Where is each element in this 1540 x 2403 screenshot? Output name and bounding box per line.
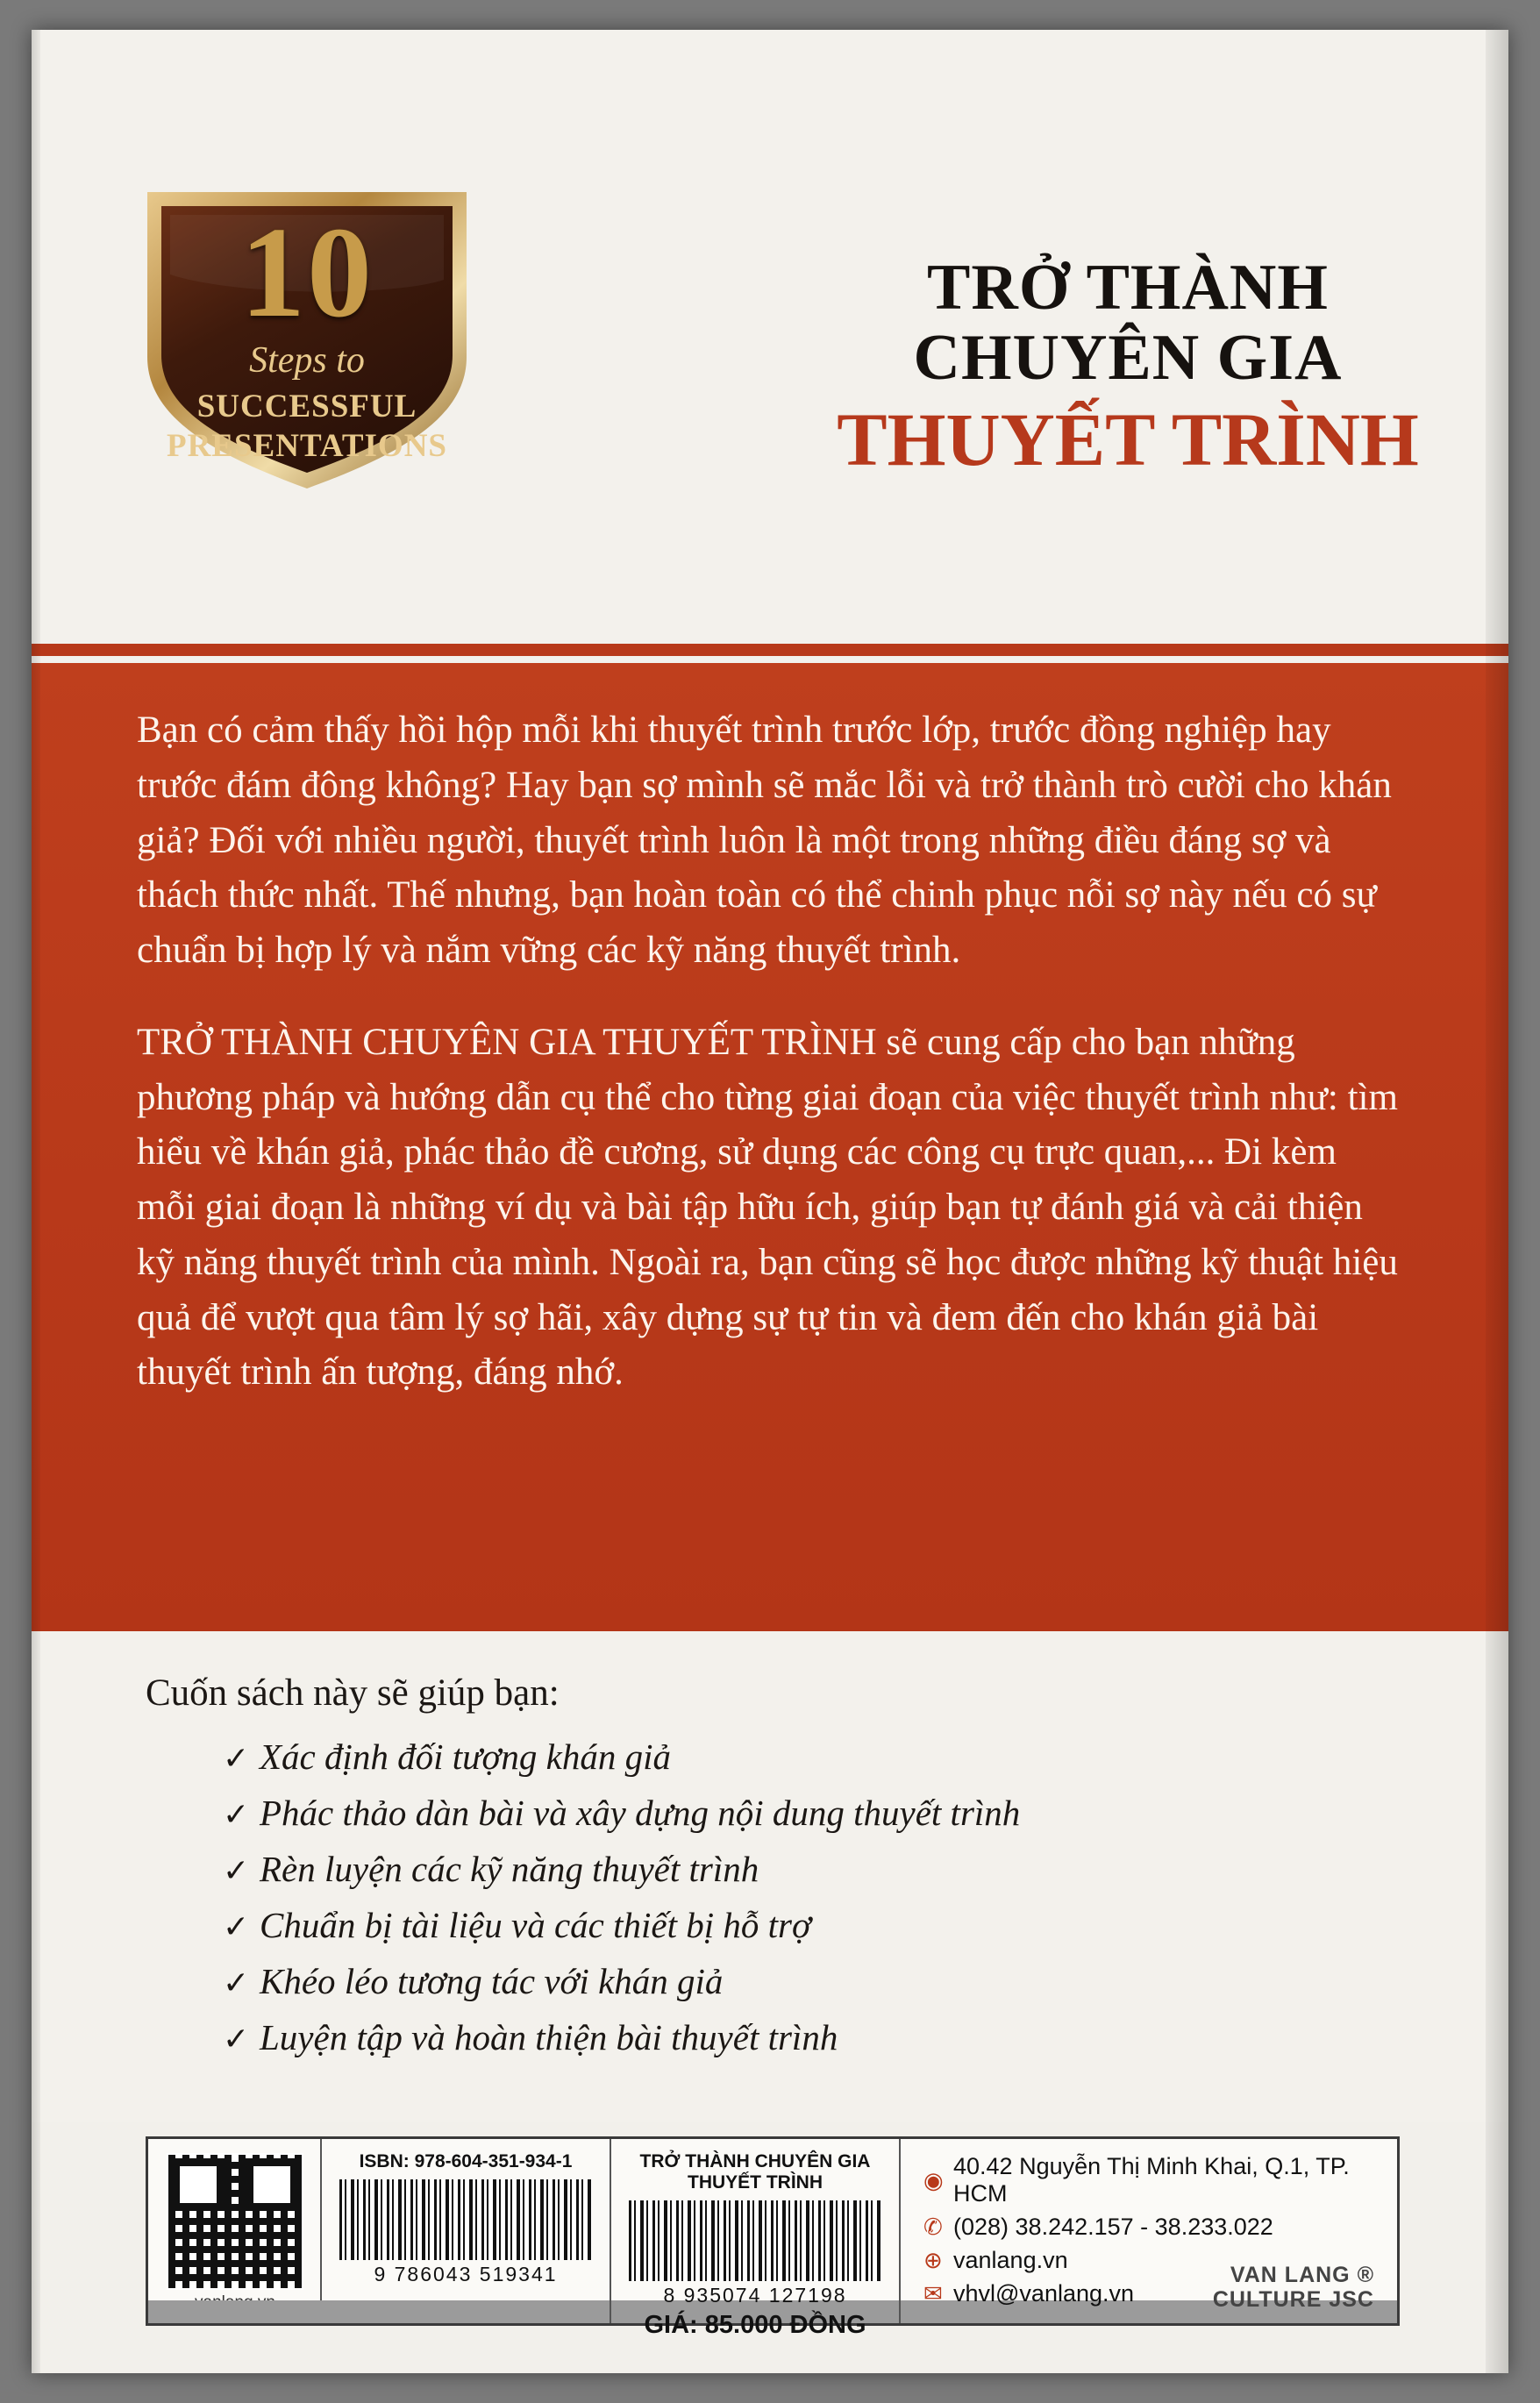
list-item xyxy=(32,1792,1508,1834)
isbn-barcode-number: 9 786043 519341 xyxy=(374,2263,558,2285)
ean-cell xyxy=(610,2139,899,2339)
list-item xyxy=(32,2016,1508,2058)
book-cover xyxy=(32,30,1508,2373)
badge-word-successful: SUCCESSFUL xyxy=(196,389,417,424)
publisher-logo-line-1: VAN LANG ® xyxy=(1230,2262,1374,2287)
list-item xyxy=(32,1904,1508,1946)
check-icon: ✓ xyxy=(223,2022,250,2057)
header-divider xyxy=(32,644,1508,656)
publisher-address: 40.42 Nguyễn Thị Minh Khai, Q.1, TP. HCM xyxy=(953,2153,1350,2207)
publisher-logo-line-2: CULTURE JSC xyxy=(1212,2287,1374,2313)
blurb-paragraph-1: Bạn có cảm thấy hồi hộp mỗi khi thuyết trình trước lớp, trước đồng nghiệp hay trước đám đông không? Hay bạn sợ mình sẽ mắc lỗi và trở thành trò cười cho khán giả? Đối với nhiều người, thuyết trình luôn là một trong những điều đáng sợ và thách thức nhất. Thế nhưng, bạn hoàn toàn có thể chinh phục nỗi sợ này nếu có sự chuẩn bị hợp lý và nắm vững các kỹ năng thuyết trình. xyxy=(137,709,1392,972)
book-title xyxy=(803,253,1452,481)
list-item-label: Rèn luyện các kỹ năng thuyết trình xyxy=(260,1849,759,1889)
isbn-label: ISBN: 978-604-351-934-1 xyxy=(359,2151,573,2171)
publisher-website[interactable]: vanlang.vn xyxy=(953,2247,1068,2273)
publisher-cell xyxy=(899,2139,1397,2323)
publisher-address-line xyxy=(923,2153,1383,2207)
ean-barcode-number: 8 935074 127198 xyxy=(663,2284,847,2307)
imprint-box xyxy=(146,2136,1400,2339)
check-icon: ✓ xyxy=(223,1741,250,1776)
list-item xyxy=(32,1848,1508,1890)
badge-steps-label: Steps to xyxy=(249,340,365,381)
list-item xyxy=(32,1736,1508,1778)
publisher-phone-line xyxy=(923,2214,1383,2241)
globe-icon: ⊕ xyxy=(923,2247,943,2273)
ten-steps-badge xyxy=(135,183,479,495)
phone-icon: ✆ xyxy=(923,2214,943,2240)
mail-icon: ✉ xyxy=(923,2280,943,2307)
page-edge-right xyxy=(1486,30,1508,2373)
benefits-section xyxy=(32,1631,1508,2122)
cover-header xyxy=(32,30,1508,644)
publisher-logo xyxy=(1213,2263,1374,2314)
publisher-phone: (028) 38.242.157 - 38.233.022 xyxy=(953,2214,1273,2240)
location-pin-icon: ◉ xyxy=(923,2166,944,2193)
check-icon: ✓ xyxy=(223,1797,250,1832)
isbn-barcode-icon xyxy=(339,2179,592,2260)
qr-cell xyxy=(148,2139,320,2323)
blurb-paragraph-2: TRỞ THÀNH CHUYÊN GIA THUYẾT TRÌNH sẽ cung cấp cho bạn những phương pháp và hướng dẫn cụ thể cho từng giai đoạn của việc thuyết trình như: tìm hiểu về khán giả, phác thảo đề cương, sử dụng các công cụ trực quan,... Đi kèm mỗi giai đoạn là những ví dụ và bài tập hữu ích, giúp bạn tự đánh giá và cải thiện kỹ năng thuyết trình của mình. Ngoài ra, bạn cũng sẽ học được những kỹ thuật hiệu quả để vượt qua tâm lý sợ hãi, xây dựng sự tự tin và đem đến cho khán giả bài thuyết trình ấn tượng, đáng nhớ. xyxy=(137,1021,1398,1394)
book-title-small: TRỞ THÀNH CHUYÊN GIA THUYẾT TRÌNH xyxy=(639,2151,871,2193)
check-icon: ✓ xyxy=(223,1853,250,1888)
list-item-label: Khéo léo tương tác với khán giả xyxy=(260,1961,724,2001)
check-icon: ✓ xyxy=(223,1909,250,1944)
title-line-1: TRỞ THÀNH xyxy=(927,252,1329,324)
list-item-label: Luyện tập và hoàn thiện bài thuyết trình xyxy=(260,2017,838,2057)
list-item-label: Phác thảo dàn bài và xây dựng nội dung thuyết trình xyxy=(260,1793,1021,1833)
badge-text-group xyxy=(135,183,479,495)
badge-word-presentations: PRESENTATIONS xyxy=(166,428,448,464)
title-line-2: CHUYÊN GIA xyxy=(913,321,1343,394)
blurb-section xyxy=(32,663,1508,1631)
check-icon: ✓ xyxy=(223,1965,250,2000)
list-item-label: Xác định đối tượng khán giả xyxy=(260,1736,671,1777)
qr-code-icon[interactable] xyxy=(167,2153,303,2290)
page-edge-left xyxy=(32,30,40,2373)
header-divider-gap xyxy=(32,656,1508,663)
list-item xyxy=(32,1960,1508,2002)
list-item-label: Chuẩn bị tài liệu và các thiết bị hỗ trợ xyxy=(260,1905,811,1945)
title-line-3: THUYẾT TRÌNH xyxy=(837,396,1419,481)
isbn-cell xyxy=(320,2139,610,2323)
ean-barcode-icon xyxy=(629,2200,881,2281)
badge-number: 10 xyxy=(240,201,374,345)
benefits-lead: Cuốn sách này sẽ giúp bạn: xyxy=(146,1672,560,1714)
publisher-email[interactable]: vhvl@vanlang.vn xyxy=(953,2280,1135,2307)
price-label: GIÁ: 85.000 ĐỒNG xyxy=(644,2311,866,2339)
